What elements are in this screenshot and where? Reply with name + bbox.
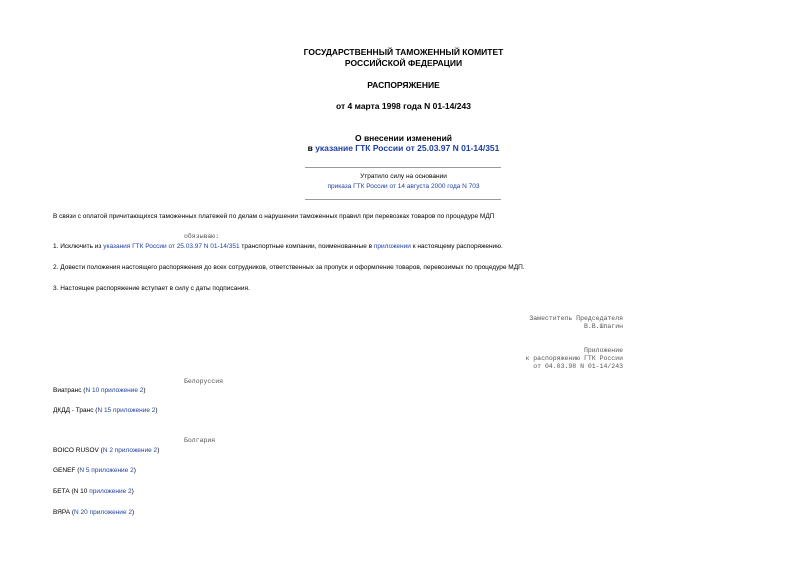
appendix-line-3: от 04.03.98 N 01-14/243 xyxy=(533,363,623,370)
company-paren-close: ) xyxy=(155,407,158,414)
company-item xyxy=(53,447,159,454)
item-1-link-appendix[interactable]: приложении xyxy=(373,243,411,250)
item-1-suffix: к настоящему распоряжению. xyxy=(410,243,503,250)
item-1-link-directive[interactable]: указания ГТК России от 25.03.97 N 01-14/351 xyxy=(103,243,240,250)
company-paren-open: (N 10 xyxy=(69,488,90,495)
company-name: ДКДД - Транс xyxy=(53,407,94,414)
divider-bottom xyxy=(305,199,501,200)
doc-date: от 4 марта 1998 года N 01-14/243 xyxy=(336,101,471,111)
header-line-2: РОССИЙСКОЙ ФЕДЕРАЦИИ xyxy=(344,58,463,68)
item-3: 3. Настоящее распоряжение вступает в силу с даты подписания. xyxy=(53,285,250,292)
company-paren-open: ( xyxy=(98,447,103,454)
company-item xyxy=(53,488,134,495)
country-heading: Белоруссия xyxy=(184,378,224,385)
status-note-text: Утратило силу на основании xyxy=(360,173,447,180)
country-heading: Болгария xyxy=(184,437,216,444)
company-appendix-link[interactable]: приложение 2 xyxy=(89,488,132,495)
company-name: Виатранс xyxy=(53,387,82,394)
signature-name: В.В.Шпагин xyxy=(583,323,623,330)
company-item xyxy=(53,407,158,414)
company-name: BOICO RUSOV xyxy=(53,447,99,454)
intro-paragraph: В связи с оплатой причитающихся таможенных платежей по делам о нарушении таможенных правил при перевозках товаров по процедуре МДП xyxy=(53,213,495,220)
subject-line-1: О внесении изменений xyxy=(354,133,453,143)
company-item xyxy=(53,467,136,474)
company-appendix-link[interactable]: N 5 приложение 2 xyxy=(79,467,134,474)
obligation-word: обязываю: xyxy=(184,233,220,240)
subject-prefix: в xyxy=(307,143,316,153)
header-line-1: ГОСУДАРСТВЕННЫЙ ТАМОЖЕННЫЙ КОМИТЕТ xyxy=(303,47,504,57)
company-paren-open: ( xyxy=(81,387,86,394)
company-paren-close: ) xyxy=(157,447,160,454)
appendix-line-1: Приложение xyxy=(583,347,623,354)
company-item xyxy=(53,387,146,394)
item-1-mid: транспортные компании, поименованные в xyxy=(239,243,374,250)
item-1 xyxy=(53,243,503,250)
signature-title: Заместитель Председателя xyxy=(529,315,623,322)
status-note-link[interactable]: приказа ГТК России от 14 августа 2000 года N 703 xyxy=(327,183,480,190)
subject-link[interactable]: указание ГТК России от 25.03.97 N 01-14/351 xyxy=(315,143,500,153)
company-paren-close: ) xyxy=(131,509,135,516)
company-name: БЕТА xyxy=(53,488,70,495)
company-appendix-link[interactable]: N 2 приложение 2 xyxy=(102,447,158,454)
company-paren-open: ( xyxy=(70,509,75,516)
company-paren-close: ) xyxy=(133,467,136,474)
item-1-prefix: 1. Исключить из xyxy=(53,243,104,250)
company-paren-open: ( xyxy=(75,467,80,474)
company-paren-close: ) xyxy=(143,387,146,394)
company-paren-open: ( xyxy=(93,407,98,414)
company-appendix-link[interactable]: N 10 приложение 2 xyxy=(85,387,144,394)
doc-type: РАСПОРЯЖЕНИЕ xyxy=(367,80,440,90)
status-note-line xyxy=(0,183,807,190)
divider-top xyxy=(305,167,501,168)
company-paren-close: ) xyxy=(131,488,134,495)
subject-line-2 xyxy=(0,143,807,153)
company-item xyxy=(53,509,134,516)
item-2: 2. Довести положения настоящего распоряжения до всех сотрудников, ответственных за пропуск и оформление товаров, перевозимых по процедуре МДП. xyxy=(53,264,525,271)
company-appendix-link[interactable]: N 20 приложение 2 xyxy=(74,509,132,516)
company-appendix-link[interactable]: N 15 приложение 2 xyxy=(97,407,156,414)
appendix-line-2: к распоряжению ГТК России xyxy=(525,355,623,362)
company-name: GENEF xyxy=(53,467,76,474)
company-name: ВЯРА xyxy=(53,509,71,516)
